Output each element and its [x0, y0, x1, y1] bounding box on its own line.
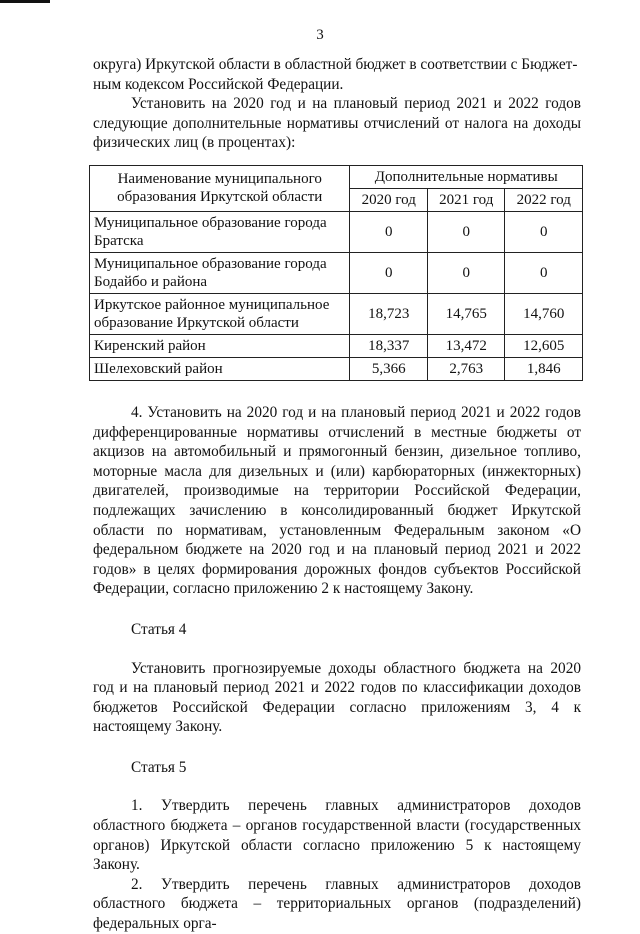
document-body [93, 55, 581, 934]
article-5-item-1: 1. Утвердить перечень главных администраторов доходов областного бюджета – органов государственной власти (государственных органов) Иркутской области согласно приложению 5 к настоящему Закону. [93, 797, 581, 874]
row-value-2021: 0 [427, 211, 505, 252]
corner-mark [0, 0, 50, 3]
header-year-2021: 2021 год [427, 188, 505, 211]
article-4-text: Установить прогнозируемые доходы областного бюджета на 2020 год и на плановый период 2021 и 2022 годов по классификации доходов бюджетов Российской Федерации согласно приложениям 3, 4 к настоящему Закону. [93, 659, 581, 736]
row-value-2022: 12,605 [505, 334, 583, 357]
header-municipality: Наименование муниципального образования Иркутской области [90, 165, 350, 211]
row-value-2020: 5,366 [350, 357, 428, 380]
article-5-heading: Статья 5 [131, 758, 187, 776]
row-value-2020: 0 [350, 211, 428, 252]
header-year-2022: 2022 год [505, 188, 583, 211]
row-name: Шелеховский район [90, 357, 350, 380]
row-value-2021: 13,472 [427, 334, 505, 357]
row-value-2022: 1,846 [505, 357, 583, 380]
row-value-2020: 18,337 [350, 334, 428, 357]
header-additional-normatives: Дополнительные нормативы [350, 165, 583, 188]
row-value-2022: 14,760 [505, 293, 583, 334]
table-row [90, 293, 583, 334]
table-row [90, 211, 583, 252]
article-5-item-2: 2. Утвердить перечень главных администраторов доходов областного бюджета – территориальных органов (подразделений) федеральных орга- [93, 875, 581, 933]
row-name: Киренский район [90, 334, 350, 357]
normatives-table [89, 165, 583, 381]
row-name: Муниципальное образование города Братска [90, 211, 350, 252]
row-name: Муниципальное образование города Бодайбо и района [90, 252, 350, 293]
row-value-2021: 0 [427, 252, 505, 293]
table-row [90, 252, 583, 293]
table-row [90, 357, 583, 380]
intro-line-2: ным кодексом Российской Федерации. [93, 75, 344, 93]
row-value-2022: 0 [505, 252, 583, 293]
row-value-2020: 18,723 [350, 293, 428, 334]
intro-line-1: округа) Иркутской области в областной бюджет в соответствии с Бюджет- [93, 56, 578, 73]
normatives-table-wrapper [89, 165, 581, 381]
row-value-2022: 0 [505, 211, 583, 252]
row-value-2020: 0 [350, 252, 428, 293]
paragraph-normatives: Установить на 2020 год и на плановый период 2021 и 2022 годов следующие дополнительные нормативы отчислений от налога на доходы физических лиц (в процентах): [93, 95, 581, 152]
row-value-2021: 14,765 [427, 293, 505, 334]
paragraph-4: 4. Установить на 2020 год и на плановый период 2021 и 2022 годов дифференцированные нормативы отчислений в местные бюджеты от акцизов на автомобильный и прямогонный бензин, дизельное топливо, моторные масла для дизельных и (или) карбюраторных (инжекторных) двигателей, производимые на территории Российской Федерации, подлежащих зачислению в консолидированный бюджет Иркутской области по нормативам, установленным Федеральным законом «О федеральном бюджете на 2020 год и на плановый период 2021 и 2022 годов» в целях формирования дорожных фондов субъектов Российской Федерации, согласно приложению 2 к настоящему Закону. [93, 403, 581, 598]
header-year-2020: 2020 год [350, 188, 428, 211]
table-header-row [90, 165, 583, 188]
article-4-heading: Статья 4 [131, 620, 187, 638]
row-value-2021: 2,763 [427, 357, 505, 380]
table-row [90, 334, 583, 357]
page-number: 3 [316, 27, 324, 43]
row-name: Иркутское районное муниципальное образование Иркутской области [90, 293, 350, 334]
